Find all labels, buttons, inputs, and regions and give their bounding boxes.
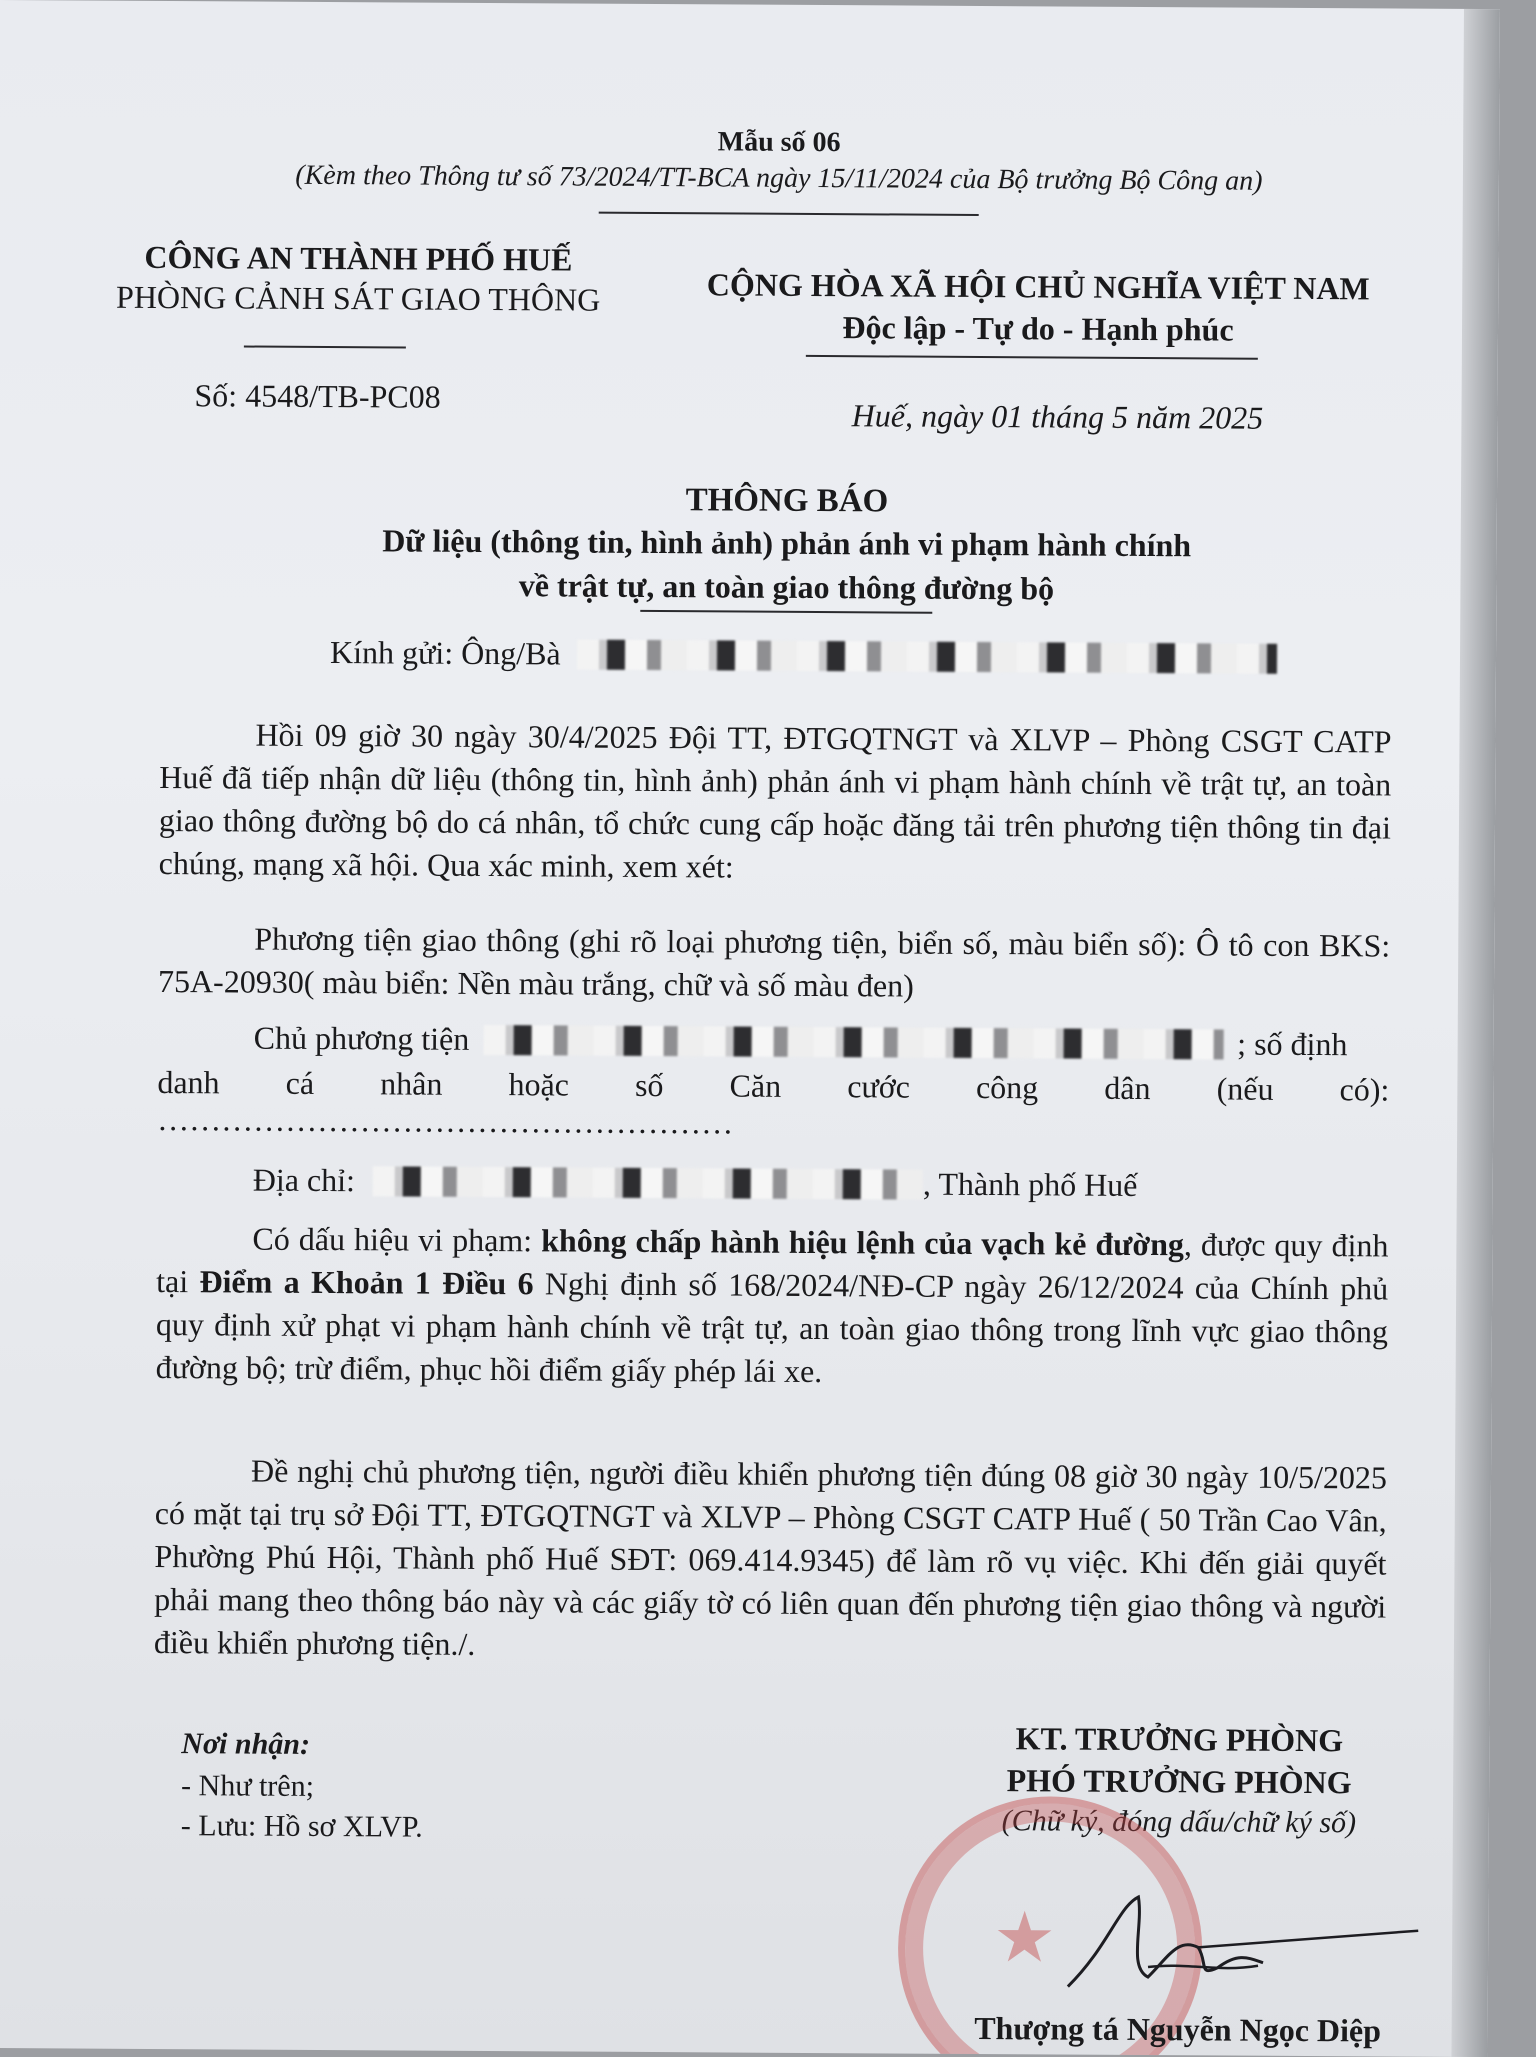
signer-name: Thượng tá Nguyễn Ngọc Diệp <box>974 2009 1382 2049</box>
redacted-owner <box>483 1025 1223 1060</box>
motto-underline <box>806 355 1258 360</box>
greeting-label: Kính gửi: Ông/Bà <box>329 634 561 672</box>
recipients-label: Nơi nhận: <box>181 1727 311 1761</box>
paragraph-violation <box>156 1217 1389 1397</box>
owner-label: Chủ phương tiện <box>253 1019 470 1057</box>
agency-name: CÔNG AN THÀNH PHỐ HUẾ <box>144 238 573 278</box>
blank-dots: ……………………………………………… <box>157 1100 734 1141</box>
agency-department: PHÒNG CẢNH SÁT GIAO THÔNG <box>115 278 601 318</box>
document-date: Huế, ngày 01 tháng 5 năm 2025 <box>851 397 1264 436</box>
header-divider <box>599 212 979 216</box>
recipient-item-2: - Lưu: Hồ sơ XLVP. <box>180 1809 423 1844</box>
owner-id-line: danh cá nhân hoặc số Căn cước công dân (nếu có): <box>157 1063 1390 1108</box>
form-number: Mẫu số 06 <box>717 126 841 159</box>
redacted-recipient <box>577 640 1277 674</box>
violation-decree: Nghị định số 168/2024/NĐ-CP ngày 26/12/2024 của Chính phủ quy định xử phạt vi phạm hành chính về trật tự, an toàn giao thông trong lĩnh vực giao thông đường bộ; trừ điểm, phục hồi điểm giấy phép lái xe. <box>155 1265 1389 1390</box>
address-line <box>253 1162 1138 1204</box>
violation-article: Điểm a Khoản 1 Điều 6 <box>199 1263 534 1302</box>
handwritten-signature <box>1048 1866 1429 2008</box>
nation-motto: Độc lập - Tự do - Hạnh phúc <box>842 309 1234 348</box>
title-underline <box>640 610 932 614</box>
violation-ref-lead: , được quy định tại <box>156 1226 1389 1300</box>
address-suffix: , Thành phố Huế <box>922 1165 1138 1203</box>
form-reference: (Kèm theo Thông tư số 73/2024/TT-BCA ngày 15/11/2024 của Bộ trưởng Bộ Công an) <box>295 159 1263 197</box>
owner-suffix: ; số định <box>1237 1025 1348 1063</box>
greeting-line <box>330 634 1277 677</box>
signature-note: (Chữ ký, đóng dấu/chữ ký số) <box>1001 1804 1357 1840</box>
seal-star-icon: ★ <box>992 1900 1057 1978</box>
paragraph-intro: Hồi 09 giờ 30 ngày 30/4/2025 Đội TT, ĐTGQTNGT và XLVP – Phòng CSGT CATP Huế đã tiếp nhận dữ liệu (thông tin, hình ảnh) phản ánh vi phạm hành chính về trật tự, an toàn giao thông đường bộ do cá nhân, tổ chức cung cấp hoặc đăng tải trên phương tiện thông tin đại chúng, mạng xã hội. Qua xác minh, xem xét: <box>158 716 1392 885</box>
document-subtitle-1: Dữ liệu (thông tin, hình ảnh) phản ánh vi phạm hành chính <box>382 522 1192 564</box>
owner-line <box>254 1020 1348 1064</box>
paragraph-vehicle: Phương tiện giao thông (ghi rõ loại phương tiện, biển số, màu biển số): Ô tô con BKS: 75A-20930( màu biển: Nền màu trắng, chữ và số màu đen) <box>157 920 1391 1004</box>
paragraph-request: Đề nghị chủ phương tiện, người điều khiển phương tiện đúng 08 giờ 30 ngày 10/5/2025 có mặt tại trụ sở Đội TT, ĐTGQTNGT và XLVP – Phòng CSGT CATP Huế ( 50 Trần Cao Vân, Phường Phú Hội, Thành phố Huế SĐT: 069.414.9345) để làm rõ vụ việc. Khi đến giải quyết phải mang theo thông báo này và các giấy tờ có liên quan đến phương tiện giao thông và người điều khiển phương tiện./. <box>153 1452 1388 1662</box>
violation-lead: Có dấu hiệu vi phạm: <box>252 1220 542 1259</box>
page-edge-shadow <box>1451 9 1500 2057</box>
document-subtitle-2: về trật tự, an toàn giao thông đường bộ <box>518 567 1055 607</box>
recipient-item-1: - Như trên; <box>180 1769 315 1803</box>
violation-type: không chấp hành hiệu lệnh của vạch kẻ đường <box>541 1222 1185 1263</box>
nation-name: CỘNG HÒA XÃ HỘI CHỦ NGHĨA VIỆT NAM <box>706 266 1370 307</box>
address-label: Địa chỉ: <box>252 1161 356 1199</box>
agency-divider <box>244 345 406 348</box>
document-number: Số: 4548/TB-PC08 <box>194 377 441 415</box>
document-title: THÔNG BÁO <box>685 482 889 520</box>
redacted-address <box>373 1166 923 1199</box>
signer-title-1: KT. TRƯỞNG PHÒNG <box>1015 1720 1344 1759</box>
signer-title-2: PHÓ TRƯỞNG PHÒNG <box>1006 1762 1352 1801</box>
